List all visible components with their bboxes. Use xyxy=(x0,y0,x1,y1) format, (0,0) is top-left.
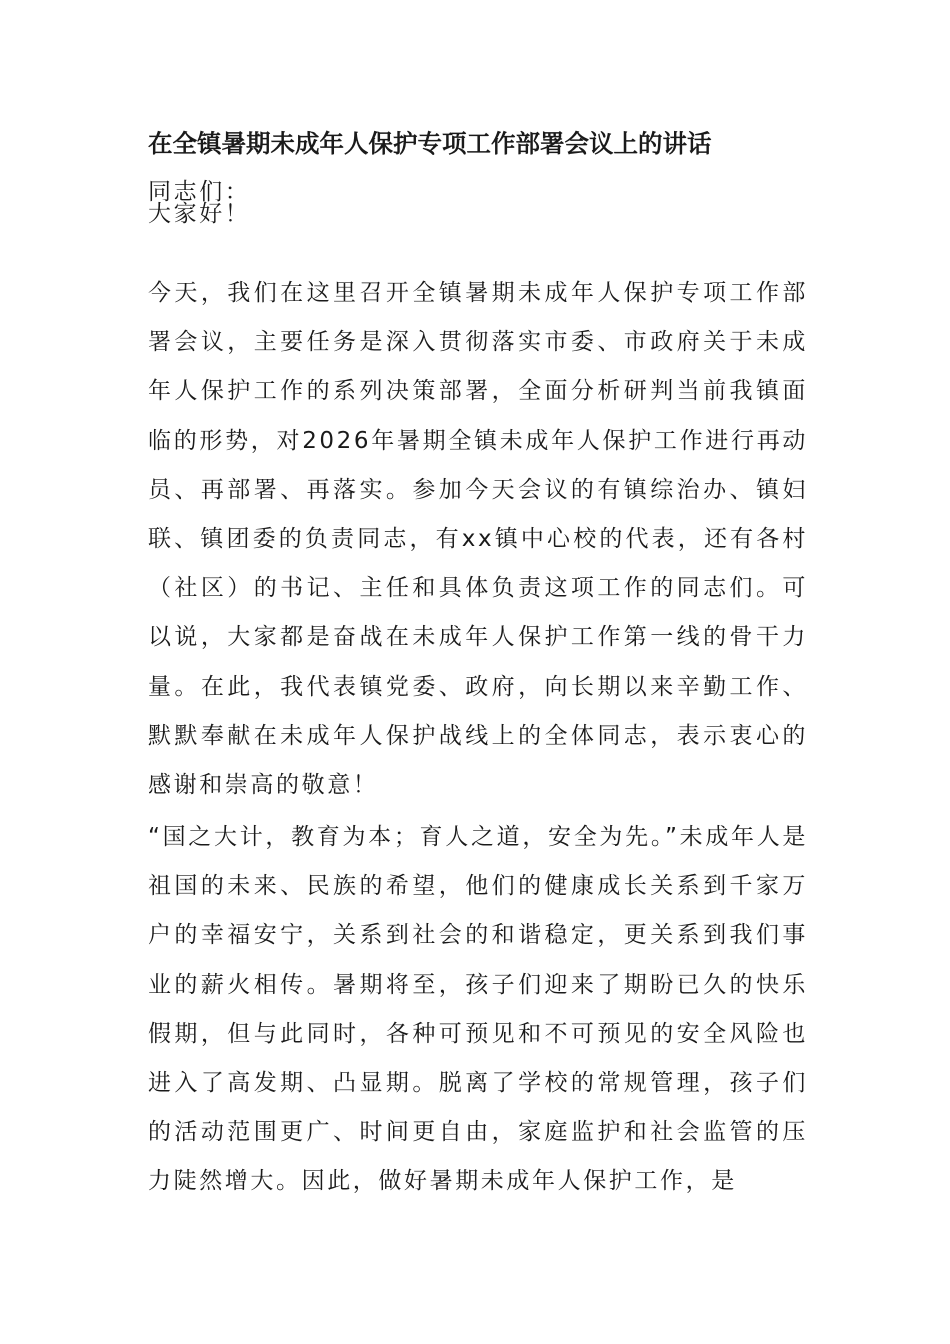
document-title: 在全镇暑期未成年人保护专项工作部署会议上的讲话 xyxy=(148,129,712,158)
salutation: 同志们： xyxy=(148,179,251,205)
paragraph-1: 今天，我们在这里召开全镇暑期未成年人保护专项工作部署会议，主要任务是深入贯彻落实市委、市政府关于未成年人保护工作的系列决策部署，全面分析研判当前我镇面临的形势，对2026年暑期全镇未成年人保护工作进行再动员、再部署、再落实。参加今天会议的有镇综治办、镇妇联、镇团委的负责同志，有xx镇中心校的代表，还有各村（社区）的书记、主任和具体负责这项工作的同志们。可以说，大家都是奋战在未成年人保护工作第一线的骨干力量。在此，我代表镇党委、政府，向长期以来辛勤工作、默默奉献在未成年人保护战线上的全体同志，表示衷心的感谢和崇高的敬意！ xyxy=(148,280,808,799)
paragraph-2: “国之大计，教育为本；育人之道，安全为先。”未成年人是祖国的未来、民族的希望，他们的健康成长关系到千家万户的幸福安宁，关系到社会的和谐稳定，更关系到我们事业的薪火相传。暑期将至，孩子们迎来了期盼已久的快乐假期，但与此同时，各种可预见和不可预见的安全风险也进入了高发期、凸显期。脱离了学校的常规管理，孩子们的活动范围更广、时间更自由，家庭监护和社会监管的压力陡然增大。因此，做好暑期未成年人保护工作，是 xyxy=(148,824,808,1195)
greeting: 大家好！ xyxy=(148,201,251,227)
